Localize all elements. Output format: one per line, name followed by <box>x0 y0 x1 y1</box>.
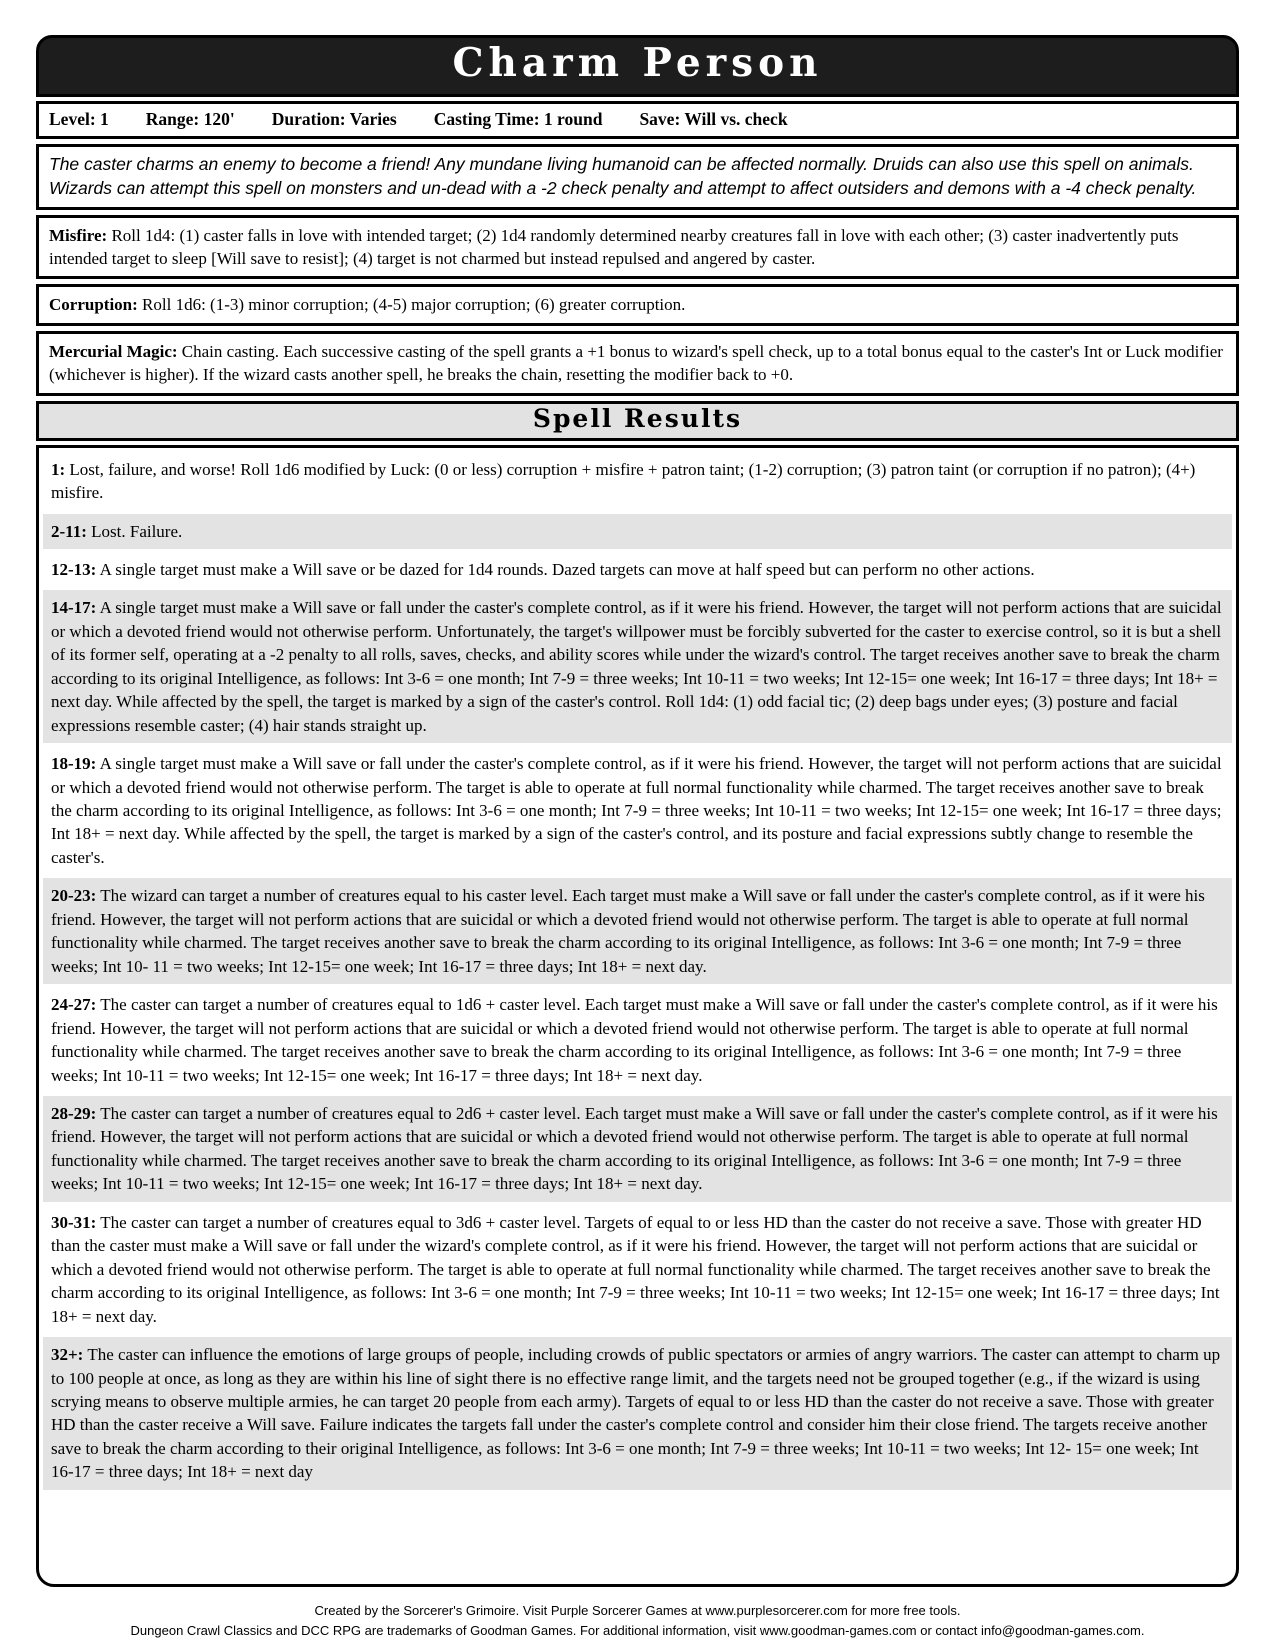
result-range: 18-19: <box>51 754 97 774</box>
spell-description: The caster charms an enemy to become a friend! Any mundane living humanoid can be affected normally. Druids can also use this spell on animals. Wizards can attempt this spell on monsters and un-dead with a -2 check penalty and attempt to affect outsiders and demons with a -4 check penalty. <box>49 153 1197 198</box>
result-text: The caster can target a number of creatures equal to 2d6 + caster level. Each target must make a Will save or fall under the caster's complete control, as if it were his friend. However, the target will not perform actions that are suicidal or which a devoted friend would not otherwise perform. The target is able to operate at full normal functionality while charmed. The target receives another save to break the charm according to its original Intelligence, as follows: Int 3-6 = one month; Int 7-9 = three weeks; Int 10-11 = two weeks; Int 12-15= one week; Int 16-17 = three days; Int 18+ = next day. <box>51 1104 1218 1194</box>
result-range: 30-31: <box>51 1212 97 1232</box>
result-range: 12-13: <box>51 559 97 579</box>
result-text: A single target must make a Will save or fall under the caster's complete control, as if it were his friend. However, the target will not perform actions that are suicidal or which a devoted friend would not otherwise perform. The target is able to operate at full normal functionality while charmed. The target receives another save to break the charm according to its original Intelligence, as follows: Int 3-6 = one month; Int 7-9 = three weeks; Int 10-11 = two weeks; Int 12-15= one week; Int 16-17 = three days; Int 18+ = next day. While affected by the spell, the target is marked by a sign of the caster's control, and its posture and facial expressions subtly change to resemble the caster's. <box>51 754 1222 867</box>
result-row <box>43 746 1232 875</box>
mercurial-magic-text: Chain casting. Each successive casting of the spell grants a +1 bonus to wizard's spell check, up to a total bonus equal to the caster's Int or Luck modifier (whichever is higher). If the wizard casts another spell, he breaks the chain, resetting the modifier back to +0. <box>49 341 1223 385</box>
result-text: A single target must make a Will save or fall under the caster's complete control, as if it were his friend. However, the target will not perform actions that are suicidal or which a devoted friend would not otherwise perform. Unfortunately, the target's willpower must be forcibly subverted for the caster to exercise control, so it is but a shell of its former self, operating at a -2 penalty to all rolls, saves, checks, and ability scores while under the wizard's control. The target receives another save to break the charm according to its original Intelligence, as follows: Int 3-6 = one month; Int 7-9 = three weeks; Int 10-11 = two weeks; Int 12-15= one week; Int 16-17 = three days; Int 18+ = next day. While affected by the spell, the target is marked by a sign of the caster's control. Roll 1d4: (1) odd facial tic; (2) deep bags under eyes; (3) posture and facial expressions resemble caster; (4) hair stands straight up. <box>51 598 1222 735</box>
result-text: The wizard can target a number of creatures equal to his caster level. Each target must make a Will save or fall under the caster's complete control, as if it were his friend. However, the target will not perform actions that are suicidal or which a devoted friend would not otherwise perform. The target is able to operate at full normal functionality while charmed. The target receives another save to break the charm according to its original Intelligence, as follows: Int 3-6 = one month; Int 7-9 = three weeks; Int 10- 11 = two weeks; Int 12-15= one week; Int 16-17 = three days; Int 18+ = next day. <box>51 886 1205 976</box>
mercurial-magic-label: Mercurial Magic: <box>49 341 178 361</box>
stat-value: Varies <box>349 108 397 129</box>
result-row <box>43 590 1232 743</box>
result-range: 2-11: <box>51 521 87 541</box>
stat-label: Casting Time: <box>433 108 540 129</box>
result-range: 14-17: <box>51 598 97 618</box>
stat-label: Save: <box>639 108 681 129</box>
footer <box>36 1601 1239 1640</box>
misfire-label: Misfire: <box>49 225 108 245</box>
result-range: 24-27: <box>51 995 97 1015</box>
result-row <box>43 987 1232 1093</box>
result-text: The caster can target a number of creatures equal to 3d6 + caster level. Targets of equal to or less HD than the caster do not receive a save. Those with greater HD than the caster must make a Will save or fall under the wizard's complete control, as if it were his friend. However, the target will not perform actions that are suicidal or which a devoted friend would not otherwise perform. The target is able to operate at full normal functionality while charmed. The target receives another save to break the charm according to its original Intelligence, as follows: Int 3-6 = one month; Int 7-9 = three weeks; Int 10-11 = two weeks; Int 12-15= one week; Int 16-17 = three days; Int 18+ = next day. <box>51 1212 1220 1326</box>
result-row <box>43 1096 1232 1202</box>
spell-card <box>36 35 1239 1587</box>
stat-label: Duration: <box>271 108 346 129</box>
spell-results-header-bar <box>36 401 1239 441</box>
result-range: 1: <box>51 459 66 479</box>
stats-bar <box>36 101 1239 139</box>
stat-value: 120' <box>203 108 235 129</box>
result-range: 20-23: <box>51 886 97 906</box>
result-row <box>43 552 1232 587</box>
misfire-section <box>39 218 1236 277</box>
stat-value: 1 <box>100 108 109 129</box>
stat-item <box>49 108 109 131</box>
result-range: 32+: <box>51 1345 84 1365</box>
result-row <box>43 452 1232 511</box>
result-text: A single target must make a Will save or be dazed for 1d4 rounds. Dazed targets can move at half speed but can perform no other actions. <box>99 559 1035 579</box>
stat-label: Level: <box>49 108 96 129</box>
result-text: The caster can target a number of creatures equal to 1d6 + caster level. Each target must make a Will save or fall under the caster's complete control, as if it were his friend. However, the target will not perform actions that are suicidal or which a devoted friend would not otherwise perform. The target is able to operate at full normal functionality while charmed. The target receives another save to break the charm according to its original Intelligence, as follows: Int 3-6 = one month; Int 7-9 = three weeks; Int 10-11 = two weeks; Int 12-15= one week; Int 16-17 = three days; Int 18+ = next day. <box>51 995 1218 1085</box>
stat-label: Range: <box>145 108 200 129</box>
misfire-text: Roll 1d4: (1) caster falls in love with intended target; (2) 1d4 randomly determined nearby creatures fall in love with each other; (3) caster inadvertently puts intended target to sleep [Will save to resist]; (4) target is not charmed but instead repulsed and angered by caster. <box>49 225 1179 269</box>
result-text: Lost. Failure. <box>91 521 183 541</box>
footer-trademark-line: Dungeon Crawl Classics and DCC RPG are trademarks of Goodman Games. For additional information, visit www.goodman-games.com or contact info@goodman-games.com. <box>130 1622 1145 1638</box>
stat-item <box>639 108 787 131</box>
stat-value: 1 round <box>543 108 603 129</box>
spell-title: Charm Person <box>452 40 823 86</box>
result-row <box>43 878 1232 984</box>
result-row <box>43 1337 1232 1490</box>
mercurial-magic-section <box>39 334 1236 393</box>
result-range: 28-29: <box>51 1104 97 1124</box>
spell-title-bar <box>36 35 1239 97</box>
stat-value: Will vs. check <box>684 108 788 129</box>
spell-results-header: Spell Results <box>532 403 743 433</box>
stat-item <box>272 108 397 131</box>
corruption-text: Roll 1d6: (1-3) minor corruption; (4-5) major corruption; (6) greater corruption. <box>142 295 686 315</box>
footer-credit-line: Created by the Sorcerer's Grimoire. Visit Purple Sorcerer Games at www.purplesorcerer.com for more free tools. <box>314 1603 961 1618</box>
result-row <box>43 1205 1232 1334</box>
stat-item <box>146 108 235 131</box>
result-row <box>43 514 1232 549</box>
result-text: The caster can influence the emotions of large groups of people, including crowds of public spectators or armies of angry warriors. The caster can attempt to charm up to 100 people at once, as long as they are within his line of sight there is no effective range limit, and the targets need not be grouped together (e.g., if the wizard is using scrying means to observe multiple armies, he can target 20 people from each army). Targets of equal to or less HD than the caster do not receive a save. Those with greater HD than the caster receive a Will save. Failure indicates the targets fall under the caster's complete control and consider him their close friend. The targets receive another save to break the charm according to their original Intelligence, as follows: Int 3-6 = one month; Int 7-9 = three weeks; Int 10-11 = two weeks; Int 12- 15= one week; Int 16-17 = three days; Int 18+ = next day <box>51 1345 1221 1482</box>
result-text: Lost, failure, and worse! Roll 1d6 modified by Luck: (0 or less) corruption + misfire + patron taint; (1-2) corruption; (3) patron taint (or corruption if no patron); (4+) misfire. <box>51 459 1196 503</box>
corruption-label: Corruption: <box>49 295 138 315</box>
spell-results-table <box>36 445 1239 1587</box>
corruption-section <box>39 287 1236 322</box>
stat-item <box>434 108 603 131</box>
